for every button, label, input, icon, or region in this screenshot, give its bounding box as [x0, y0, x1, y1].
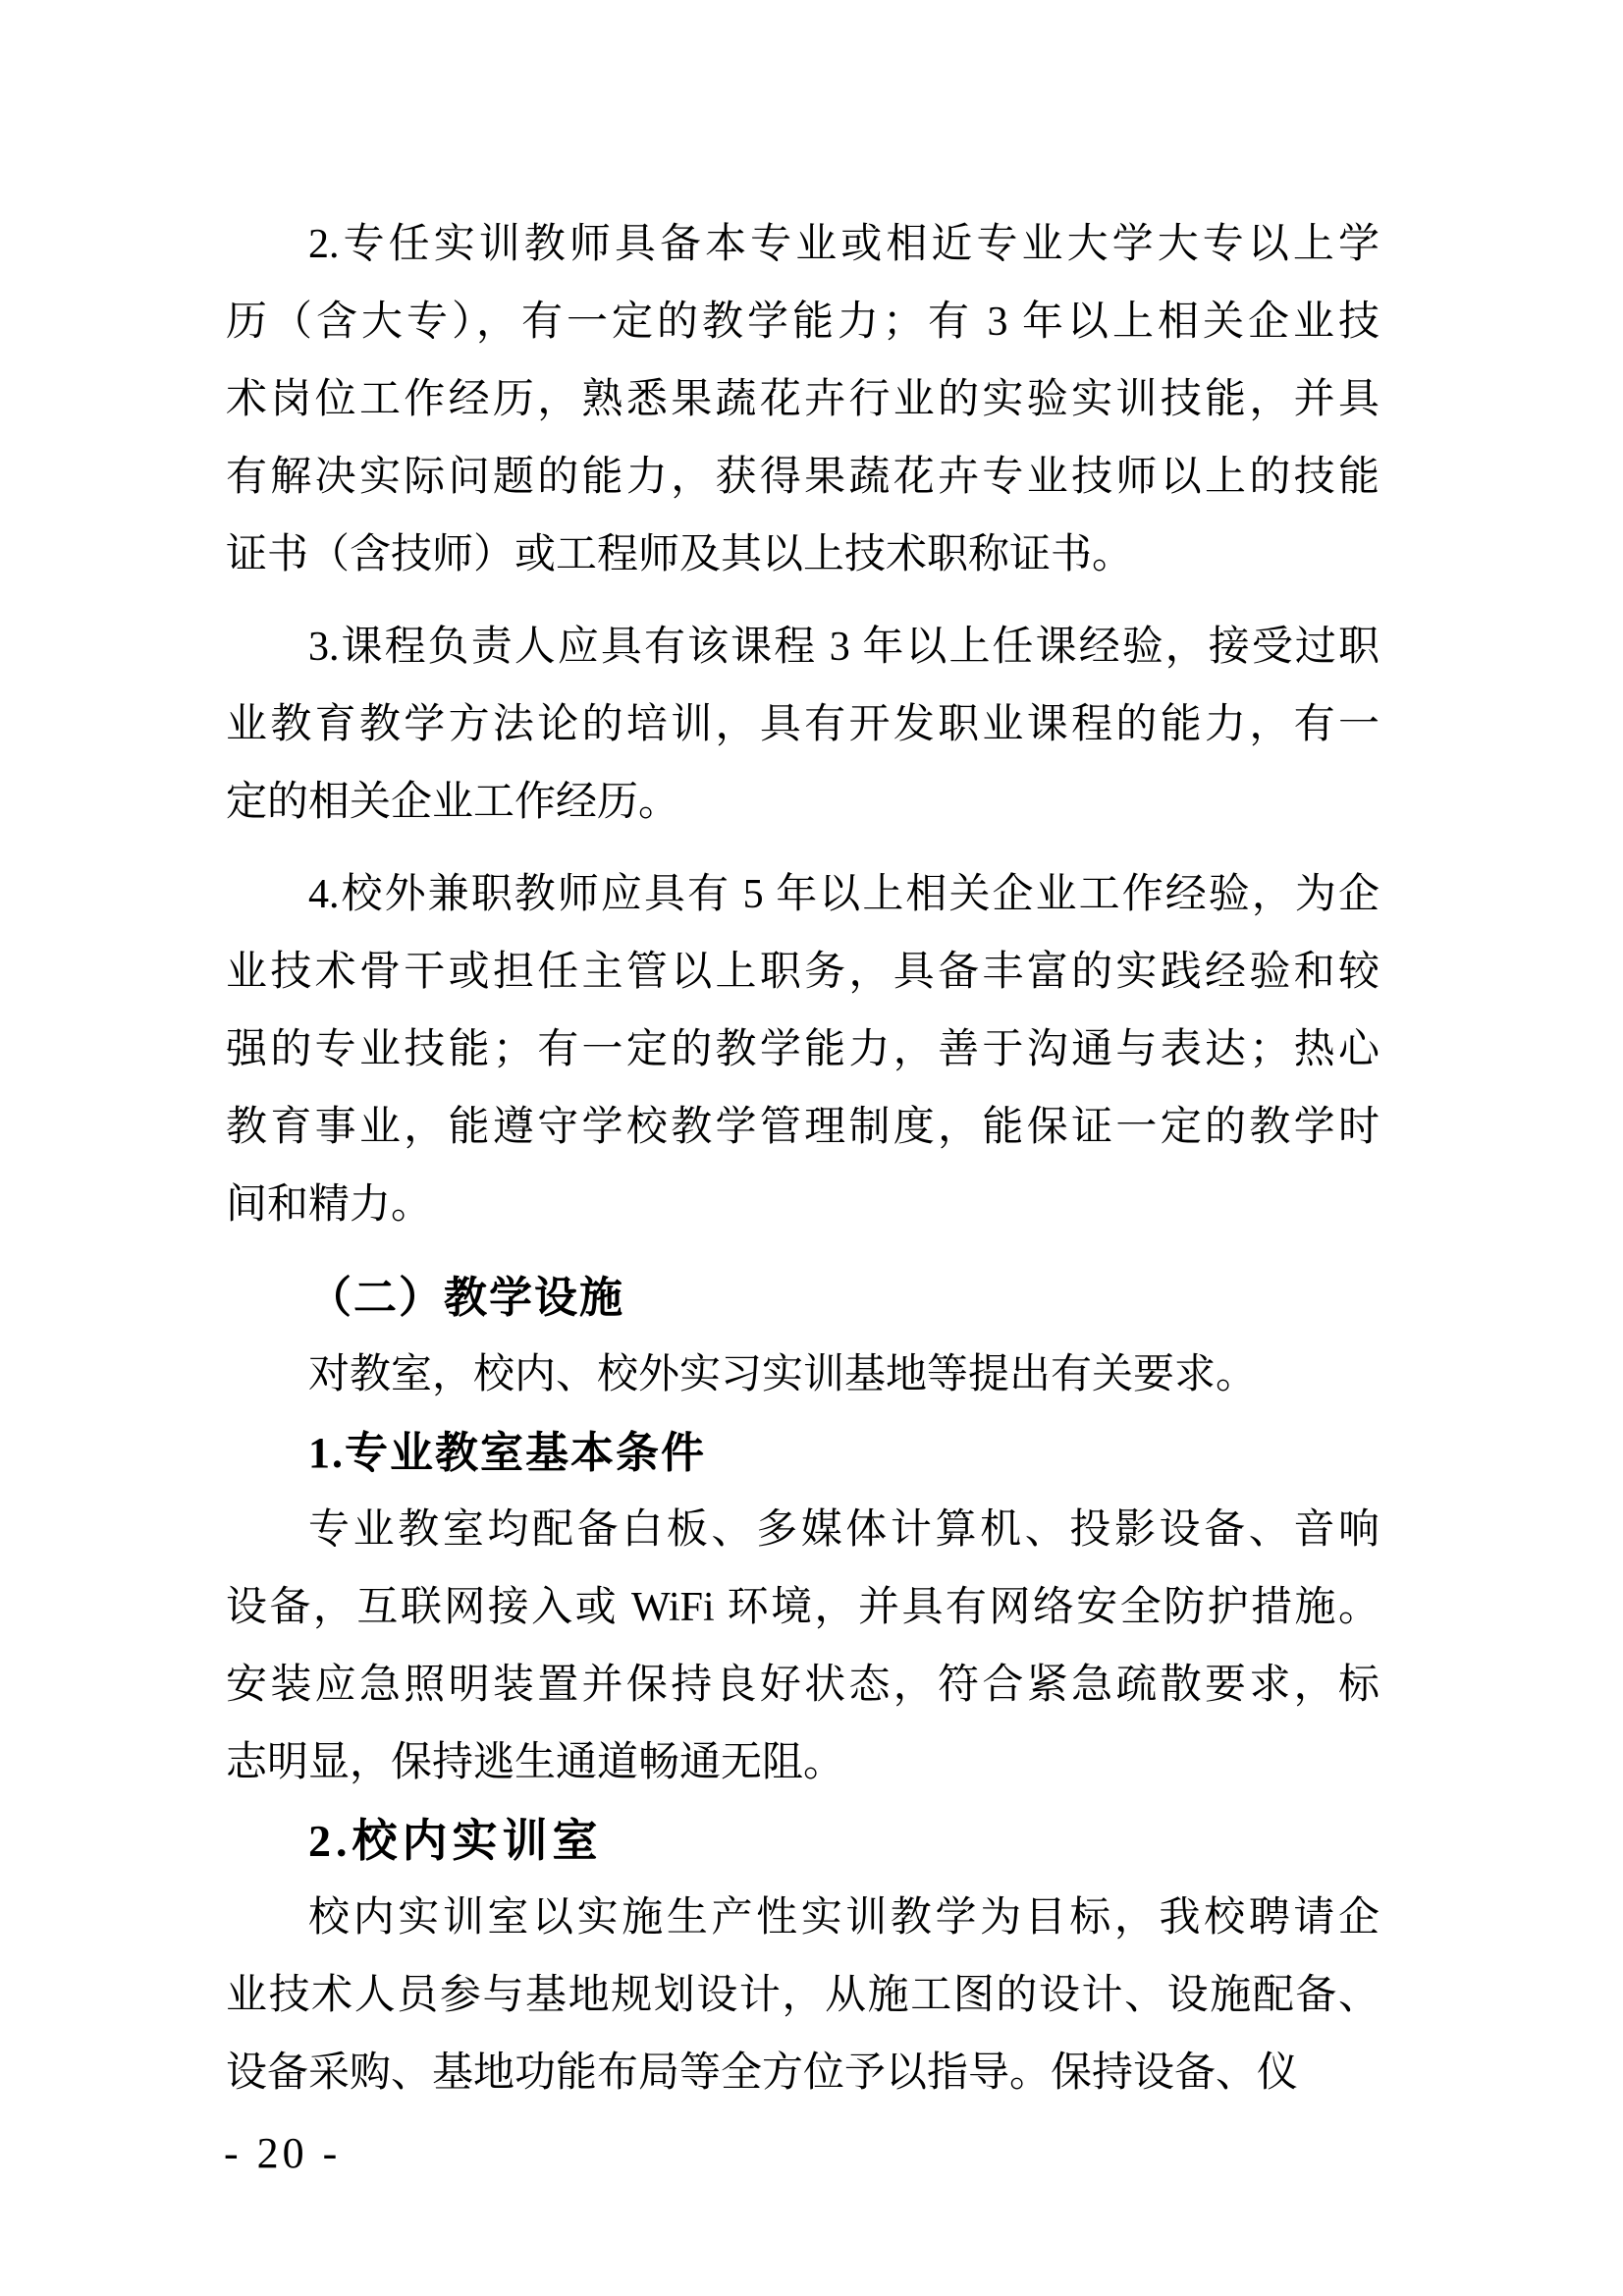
paragraph-line: 证书（含技师）或工程师及其以上技术职称证书。 [226, 532, 1134, 577]
paragraph-line: 4.校外兼职教师应具有 5 年以上相关企业工作经验，为企 [308, 872, 1380, 917]
paragraph-line: 对教室，校内、校外实习实训基地等提出有关要求。 [308, 1352, 1258, 1397]
paragraph-line: 术岗位工作经历，熟悉果蔬花卉行业的实验实训技能，并具 [226, 377, 1380, 422]
heading-text: 2.校内实训室 [308, 1816, 603, 1866]
body-paragraph [226, 609, 1380, 842]
paragraph-line: 安装应急照明装置并保持良好状态，符合紧急疏散要求，标 [226, 1663, 1380, 1708]
paragraph-line: 专业教室均配备白板、多媒体计算机、投影设备、音响 [308, 1507, 1380, 1553]
heading-text: （二）教学设施 [308, 1274, 624, 1322]
paragraph-line: 校内实训室以实施生产性实训教学为目标，我校聘请企 [308, 1895, 1380, 1941]
paragraph-line: 设备，互联网接入或 WiFi 环境，并具有网络安全防护措施。 [226, 1585, 1380, 1630]
paragraph-line: 业教育教学方法论的培训，具有开发职业课程的能力，有一 [226, 702, 1380, 747]
body-paragraph [226, 1337, 1380, 1414]
document-content [226, 206, 1380, 2112]
paragraph-line: 业技术骨干或担任主管以上职务，具备丰富的实践经验和较 [226, 950, 1380, 995]
paragraph-line: 间和精力。 [226, 1182, 433, 1228]
paragraph-line: 有解决实际问题的能力，获得果蔬花卉专业技师以上的技能 [226, 455, 1380, 500]
body-paragraph [226, 1492, 1380, 1802]
paragraph-line: 历（含大专），有一定的教学能力；有 3 年以上相关企业技 [226, 300, 1380, 345]
paragraph-line: 3.课程负责人应具有该课程 3 年以上任课经验，接受过职 [308, 625, 1380, 670]
paragraph-line: 教育事业，能遵守学校教学管理制度，能保证一定的教学时 [226, 1105, 1380, 1150]
paragraph-line: 设备采购、基地功能布局等全方位予以指导。保持设备、仪 [226, 2050, 1299, 2096]
paragraph-line: 2.专任实训教师具备本专业或相近专业大学大专以上学 [308, 222, 1380, 267]
paragraph-line: 强的专业技能；有一定的教学能力，善于沟通与表达；热心 [226, 1027, 1380, 1072]
body-paragraph [226, 856, 1380, 1244]
section-heading [226, 1259, 1380, 1337]
body-paragraph [226, 1880, 1380, 2112]
section-heading [226, 1414, 1380, 1492]
body-paragraph [226, 206, 1380, 594]
paragraph-line: 业技术人员参与基地规划设计，从施工图的设计、设施配备、 [226, 1973, 1380, 2018]
paragraph-line: 志明显，保持逃生通道畅通无阻。 [226, 1740, 845, 1785]
paragraph-line: 定的相关企业工作经历。 [226, 780, 680, 825]
page-number: - 20 - [224, 2129, 342, 2177]
section-heading [226, 1802, 1380, 1880]
heading-text: 1.专业教室基本条件 [308, 1429, 706, 1477]
